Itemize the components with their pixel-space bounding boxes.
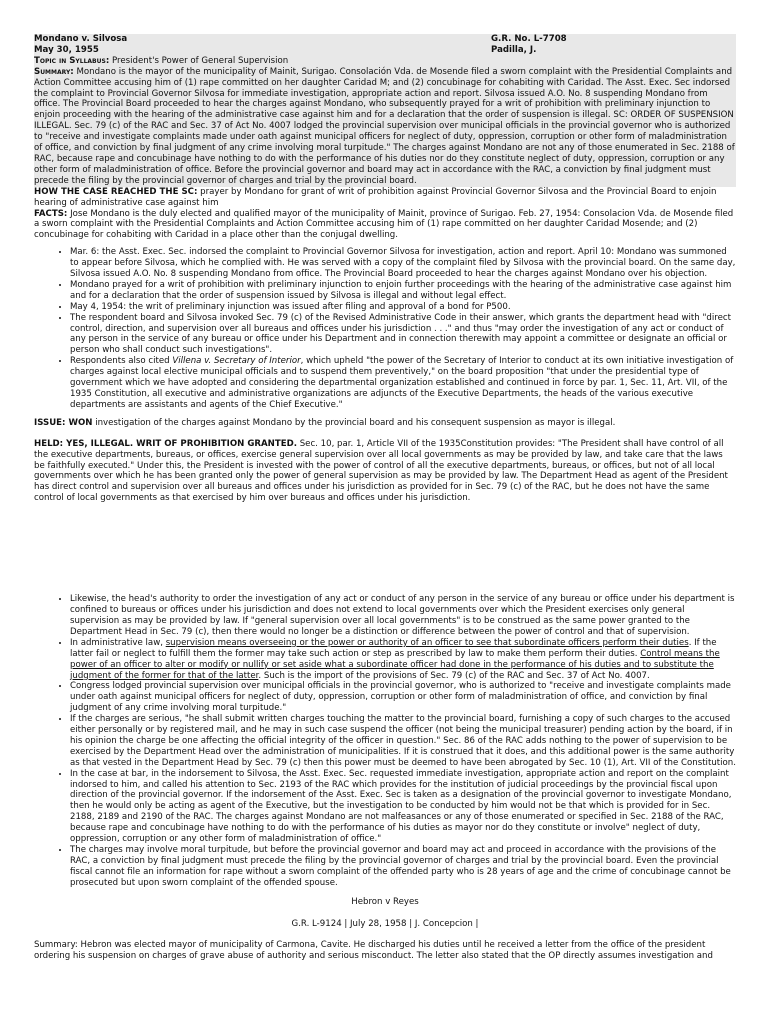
b2-pre: In administrative law,	[70, 637, 166, 648]
case-title: Mondano v. Silvosa	[34, 34, 128, 44]
gr-number: G.R. No. L-7708	[491, 34, 567, 44]
facts-text: Jose Mondano is the duly elected and qualified mayor of the municipality of Mainit, province of Surigao. Feb. 27, 1954: Consolacion Vda. de Mosende filed a sworn complaint with the Presidential Complaints and Action Committee accusing him of (1) rape committed on her daughter Caridad Mosende; and (2) concubinage for cohabiting with Caridad in a place other than the conjugal dwelling.	[34, 208, 734, 241]
issue-text: investigation of the charges against Mondano by the provincial board and his consequent suspension as mayor is illegal.	[95, 417, 616, 428]
summary-text: Mondano is the mayor of the municipality of Mainit, Surigao. Consolación Vda. de Mosende filed a sworn complaint with the Presidential Complaints and Action Committee accusing him of (1) rape committed on her daughter Caridad M; and (2) concubinage for cohabiting with Caridad. The Asst. Exec. Sec indorsed the complaint to Provincial Governor Silvosa for immediate investigation, appropriate action and report. Silvosa issued A.O. No. 8 suspending Mondano from office. The Provincial Board proceeded to hear the charges against Mondano, who subsequently prayed for a writ of prohibition with preliminary injunction to enjoin proceeding with the hearing of the administrative case against him and for a declaration that the order of suspension is illegal. SC: ORDER OF SUSPENSION ILLEGAL. Sec. 79 (c) of the RAC and Sec. 37 of Act No. 4007 lodged the provincial supervision over municipal officials in the provincial governor who is authorized to "receive and investigate complaints made under oath against municipal officers for neglect of duty, oppression, corruption or other form of maladministration of office, and conviction by final judgment of any crime involving moral turpitude." The charges against Mondano are not any of those enumerated in Sec. 2188 of RAC, because rape and concubinage have nothing to do with the performance of his duties nor do they constitute neglect of duty, oppression, corruption or any other form of maladministration of office. Before the provincial governor and board may act in accordance with the RAC, a conviction by final judgment must precede the filing by the provincial governor of charges and trial by the provincial board.	[34, 66, 735, 186]
held-paragraph	[34, 439, 736, 504]
case-citation-villena: Villena v. Secretary of Interior	[172, 356, 301, 367]
issue-paragraph	[34, 418, 736, 429]
ratio-list	[34, 594, 736, 888]
next-case-title: Hebron v Reyes	[351, 896, 419, 907]
ratio-bullet	[70, 638, 736, 682]
how-label: HOW THE CASE REACHED THE SC:	[34, 186, 198, 197]
b2-post: . Such is the import of the provisions of Sec. 79 (c) of the RAC and Sec. 37 of Act No. 4007.	[258, 670, 650, 681]
how-case-reached-paragraph	[34, 187, 736, 209]
held-text: Sec. 10, par. 1, Article VII of the 1935Constitution provides: "The President shall have control of all the executive departments, bureaus, or offices, exercise general supervision over all local governments as may be provided by law, and take care that the laws be faithfully executed." Under this, the President is invested with the power of control of all the executive departments, bureaus, or offices, but not of all local governments over which he has been granted only the power of general supervision as may be provided by law. The Department Head as agent of the President has direct control and supervision over all bureaus and offices under his jurisdiction as provided for in Sec. 79 (c) of the RAC, but he does not have the same control of local governments as that exercised by him over bureaus and offices under his jurisdiction.	[34, 438, 728, 504]
ratio-bullet: • The charges may involve moral turpitude, but before the provincial governor and board may act and proceed in accordance with the provisions of the RAC, a conviction by final judgment must precede the filing by the provincial governor of charges and trial by the provincial board. Even the provincial fiscal cannot file an information for rape without a sworn complaint of the offended party who is 28 years of age and the crime of concubinage cannot be prosecuted but upon sworn complaint of the offended spouse.	[70, 845, 736, 889]
ratio-bullet: • In the case at bar, in the indorsement to Silvosa, the Asst. Exec. Sec. requested immediate investigation, appropriate action and report on the complaint indorsed to him, and called his attention to Sec. 2193 of the RAC which provides for the institution of judicial proceedings by the provincial fiscal upon direction of the provincial governor. If the indorsement of the Asst. Exec. Sec is taken as a designation of the provincial governor to investigate Mondano, then he would only be acting as agent of the Executive, but the investigation to be conducted by him would not be that which is provided for in Sec. 2188, 2189 and 2190 of the RAC. The charges against Mondano are not malfeasances or any of those enumerated or specified in Sec. 2188 of the RAC, because rape and concubinage have nothing to do with the performance of his duties as mayor nor do they constitute or involve" neglect of duty, oppression, corruption or any other form of maladministration of office."	[70, 769, 736, 845]
summary-label: Summary:	[34, 66, 74, 77]
facts-bullet: • Mar. 6: the Asst. Exec. Sec. indorsed the complaint to Provincial Governor Silvosa for investigation, action and report. April 10: Mondano was summoned to appear before Silvosa, which he complied with. He was served with a copy of the complaint filed by Silvosa with the provincial board. On the same day, Silvosa issued A.O. No. 8 suspending Mondano from office. The Provincial Board proceeded to hear the charges against Mondano over his objection.	[70, 247, 736, 280]
bullet5-post: , which upheld "the power of the Secretary of Interior to conduct at its own initiative investigation of charges against local elective municipal officials and to suspend them preventively," on the board proposition "that under the presidential type of government which we have adopted and considering the departmental organization established and continued in force by par. 1, Sec. 11, Art. VII, of the 1935 Constitution, all executive and administrative organizations are adjuncts of the Executive Departments, the heads of the various executive departments are assistants and agents of the Chief Executive."	[70, 356, 734, 410]
supervision-definition: supervision means overseeing or the power or authority of an officer to see that subordinate officers perform their duties	[165, 637, 689, 648]
ratio-bullet: • Congress lodged provincial supervision over municipal officials in the provincial governor, who is authorized to "receive and investigate complaints made under oath against municipal officers for neglect of duty, oppression, corruption or other form of maladministration of office, and conviction by final judgment of any crime involving moral turpitude."	[70, 681, 736, 714]
facts-paragraph	[34, 209, 736, 242]
summary-paragraph	[34, 67, 736, 187]
facts-list	[34, 247, 736, 411]
issue-label: ISSUE: WON	[34, 417, 93, 428]
how-text: prayer by Mondano for grant of writ of prohibition against Provincial Governor Silvosa and the Provincial Board to enjoin hearing of administrative case against him	[34, 186, 717, 208]
next-case-citation: G.R. L-9124 | July 28, 1958 | J. Concepcion |	[291, 918, 479, 929]
facts-bullet: • Mondano prayed for a writ of prohibition with preliminary injunction to enjoin further proceedings with the hearing of the administrative case against him and for a declaration that the order of suspension issued by Silvosa is illegal and without legal effect.	[70, 280, 736, 302]
facts-bullet: • May 4, 1954: the writ of preliminary injunction was issued after filing and approval of a bond for P500.	[70, 302, 736, 313]
ratio-bullet: • Likewise, the head's authority to order the investigation of any act or conduct of any person in the service of any bureau or office under his department is confined to bureaus or offices under his jurisdiction and does not extend to local governments over which the President exercises only general supervision as may be provided by law. If "general supervision over all local governments" is to be construed as the same power granted to the Department Head in Sec. 79 (c), then there would no longer be a distinction or difference between the power of control and that of supervision.	[70, 594, 736, 638]
case-header	[34, 34, 736, 67]
header-row-2	[34, 45, 736, 56]
facts-bullet: • The respondent board and Silvosa invoked Sec. 79 (c) of the Revised Administrative Code in their answer, which grants the department head with "direct control, direction, and supervision over all bureaus and offices under his jurisdiction . . ." and thus "may order the investigation of any act or conduct of any person in the service of any bureau or office under his Department and in connection therewith may appoint a committee or designate an official or person who shall conduct such investigations".	[70, 313, 736, 357]
topic-text: President's Power of General Supervision	[112, 55, 289, 66]
page-gap	[34, 504, 736, 588]
topic-line	[34, 56, 736, 67]
ponente: Padilla, J.	[491, 44, 537, 55]
header-row-1	[34, 34, 736, 45]
facts-label: FACTS:	[34, 208, 68, 219]
decision-date: May 30, 1955	[34, 44, 99, 55]
bullet5-pre: Respondents also cited	[70, 356, 173, 367]
held-label: HELD: YES, ILLEGAL. WRIT OF PROHIBITION GRANTED.	[34, 438, 297, 449]
next-case-summary: Summary: Hebron was elected mayor of municipality of Carmona, Cavite. He discharged his duties until he received a letter from the office of the president ordering his suspension on charges of grave abuse of authority and serious misconduct. The letter also stated that the OP directly assumes investigation and	[34, 940, 713, 962]
facts-bullet	[70, 356, 736, 411]
b2-mid: . If the latter fail or neglect to fulfill them the former may take such action or step as prescribed by law to make them perform their duties.	[70, 637, 717, 659]
topic-label: Topic in Syllabus:	[34, 55, 110, 66]
control-definition: Control means the power of an officer to alter or modify or nullify or set aside what a subordinate officer had done in the performance of his duties and to substitute the judgment of the former for that of the latter	[70, 648, 720, 681]
ratio-bullet: • If the charges are serious, "he shall submit written charges touching the matter to the provincial board, furnishing a copy of such charges to the accused either personally or by registered mail, and he may in such case suspend the officer (not being the municipal treasurer) pending action by the board, if in his opinion the charge be one affecting the official integrity of the officer in question." Sec. 86 of the RAC adds nothing to the power of supervision to be exercised by the Department Head over the administration of municipalities. If it is construed that it does, and this additional power is the same authority as that vested in the Department Head by Sec. 79 (c) then this power must be deemed to have been abrogated by Sec. 10 (1), Art. VII of the Constitution.	[70, 714, 736, 769]
